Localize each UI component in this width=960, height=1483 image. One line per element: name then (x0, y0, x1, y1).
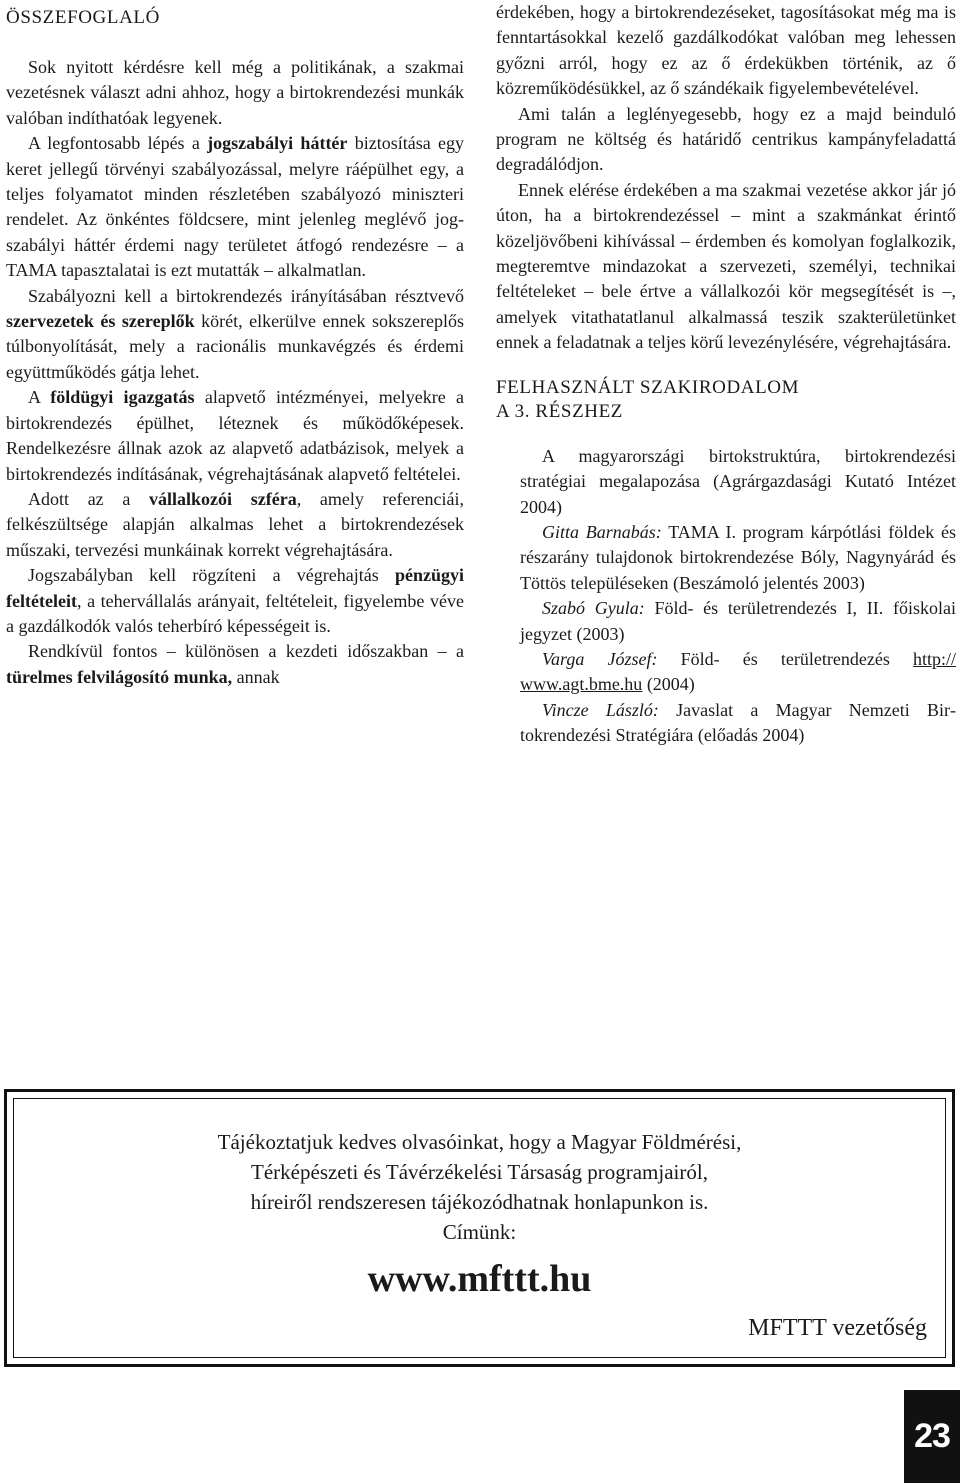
paragraph-text: Rendkívül fontos – különösen a kezdeti időszakban – a (28, 641, 464, 662)
reference-author: Gitta Barnabás: (542, 521, 662, 542)
reference-author: Varga József: (542, 648, 658, 669)
paragraph-text: Jogszabályban kell rögzíteni a végrehajtás (28, 565, 395, 586)
emphasis: türelmes felvilágosító munka, (6, 666, 233, 687)
paragraph-text: alapvető intézményei, melyekre a birtokrendezés épülhet, léteznek és működőképesek. Rendelkezésre állnak azok az alapvető adatbázisok, melyek a birtokrendezés indításának, végrehajtásának alapvető feltételei. (6, 387, 464, 484)
paragraph-text: Sok nyitott kérdésre kell még a politikának, a szakmai vezetésnek választ adni ahhoz, hogy a birtokrendezési munkák valóban indíthatóak legyenek. (6, 57, 464, 128)
reference-text: Föld- és területrendezés (657, 648, 913, 669)
references-heading-line: A 3. RÉSZHEZ (496, 400, 624, 422)
reference-author: Vincze László: (542, 699, 659, 720)
paragraph-text: , amely referenciái, felkészültsége alapján alkalmas lehet a birtokrendezések műszaki, tervezési munkáinak korrekt végrehajtására. (6, 488, 464, 560)
left-column (6, 0, 464, 690)
reference-list (496, 444, 956, 749)
summary-heading: ÖSSZEFOGLALÓ (6, 7, 160, 28)
paragraph-text: Ami talán a leglényegesebb, hogy ez a majd beinduló program ne költség és határidő centrikus kampányfeladattá degradálódjon. (496, 103, 956, 175)
reference-item (496, 444, 956, 520)
paragraph-text: Szabályozni kell a birtokrendezés irányításában résztvevő (28, 285, 464, 306)
reference-text: TAMA I. program kárpótlási földek és részarány tulajdonok birtokrendezése Bóly, Nagynyárád és Töttös településeken (Beszámoló jelentés 2003) (520, 521, 956, 593)
paragraph-text: Ennek elérése érdekében a ma szakmai vezetése akkor jár jó úton, ha a birtokrendezéssel – mint a szakmánkat érintő közeljövőbeni kihívással – érdemben és komolyan foglalkozik, megteremtve mindazokat a szervezeti, személyi, technikai feltételeket – bele értve a vállalkozói kör megsegítését is –, amelyek vitathatatlanul alkalmassá teszik szakterületünket ennek a feladatnak a teljes körű levezénylésére, végrehajtására. (496, 179, 956, 353)
paragraph (496, 102, 956, 178)
reference-text: Javaslat a Magyar Nemzeti Birtokrendezési Stratégiára (előadás 2004) (520, 699, 956, 746)
right-column (496, 0, 956, 749)
emphasis: szervezetek és szereplők (6, 311, 195, 332)
notice-line: híreiről rendszeresen tájékozódhatnak honlapunkon is. (250, 1190, 709, 1214)
reference-item (496, 520, 956, 596)
paragraph (6, 563, 464, 639)
references-heading (496, 376, 956, 424)
notice-box (4, 1089, 955, 1367)
website-url[interactable]: www.mfttt.hu (367, 1258, 592, 1300)
reference-link[interactable]: http:// www.agt.bme.hu (520, 648, 956, 695)
reference-item (496, 647, 956, 698)
paragraph-text: Adott az a (28, 488, 150, 509)
paragraph-text: A (28, 387, 51, 408)
notice-text (14, 1127, 945, 1247)
paragraph (6, 55, 464, 131)
paragraph-text: biztosítása egy keret jellegű törvényi szabályozással, melyre ráépülhet egy, a teljes folyamatot minden részletében szabályozó miniszteri rendelet. Az önkéntes földcsere, mint jelenleg meglévő jogszabályi háttér érdemi nagy területet átfogó rendezésre – a TAMA tapasztalatai is ezt mutatták – alkalmatlan. (6, 133, 464, 281)
reference-item (496, 596, 956, 647)
paragraph (6, 284, 464, 386)
page-number: 23 (904, 1390, 960, 1483)
paragraph (6, 487, 464, 563)
references-heading-line: FELHASZNÁLT SZAKIRODALOM (496, 376, 800, 398)
paragraph-text: körét, elkerülve ennek sokszereplős túlbonyolítását, mely a racionális munkavégzés és érdemi együttműködés gátja lehet. (6, 311, 464, 382)
notice-line: Térképészeti és Távérzékelési Társaság programjairól, (251, 1160, 708, 1184)
emphasis: pénzügyi feltételeit (6, 565, 464, 611)
paragraph-text: , a tehervállalás arányait, feltételeit, figyelembe véve a gazdálkodók valós teherbíró képességeit is. (6, 590, 464, 636)
paragraph-text: érdekében, hogy a birtokrendezéseket, tagosításokat még ma is fenntartásokkal kezelő gazdálkodókat valóban meg lehessen győzni arról, hogy ez az ő érdekükben történik, az ő közreműködésükkel, az ő szándékaik figyelembevételével. (496, 2, 956, 99)
paragraph (6, 639, 464, 690)
emphasis: vállalkozói szféra (149, 488, 297, 509)
reference-item (496, 698, 956, 749)
paragraph (496, 0, 956, 102)
reference-text: (2004) (642, 674, 695, 695)
reference-text: A magyarországi birtokstruktúra, birtokrendezési stratégiai megalapozása (Agrárgazdasági Kutató Intézet 2004) (520, 445, 956, 517)
paragraph-text: A legfontosabb lépés a (28, 133, 208, 154)
emphasis: jogszabályi háttér (207, 133, 348, 154)
notice-line: Tájékoztatjuk kedves olvasóinkat, hogy a Magyar Földmérési, (217, 1130, 742, 1154)
paragraph (6, 131, 464, 283)
notice-inner-frame (13, 1098, 946, 1358)
paragraph (496, 178, 956, 356)
emphasis: földügyi igazgatás (50, 387, 195, 408)
paragraph (6, 385, 464, 487)
notice-line: Címünk: (442, 1220, 517, 1244)
paragraph-text: annak (232, 666, 280, 687)
reference-author: Szabó Gyula: (542, 598, 645, 619)
notice-signature: MFTTT vezetőség (748, 1315, 927, 1341)
reference-text: Föld- és területrendezés I, II. főiskolai jegyzet (2003) (520, 598, 956, 644)
